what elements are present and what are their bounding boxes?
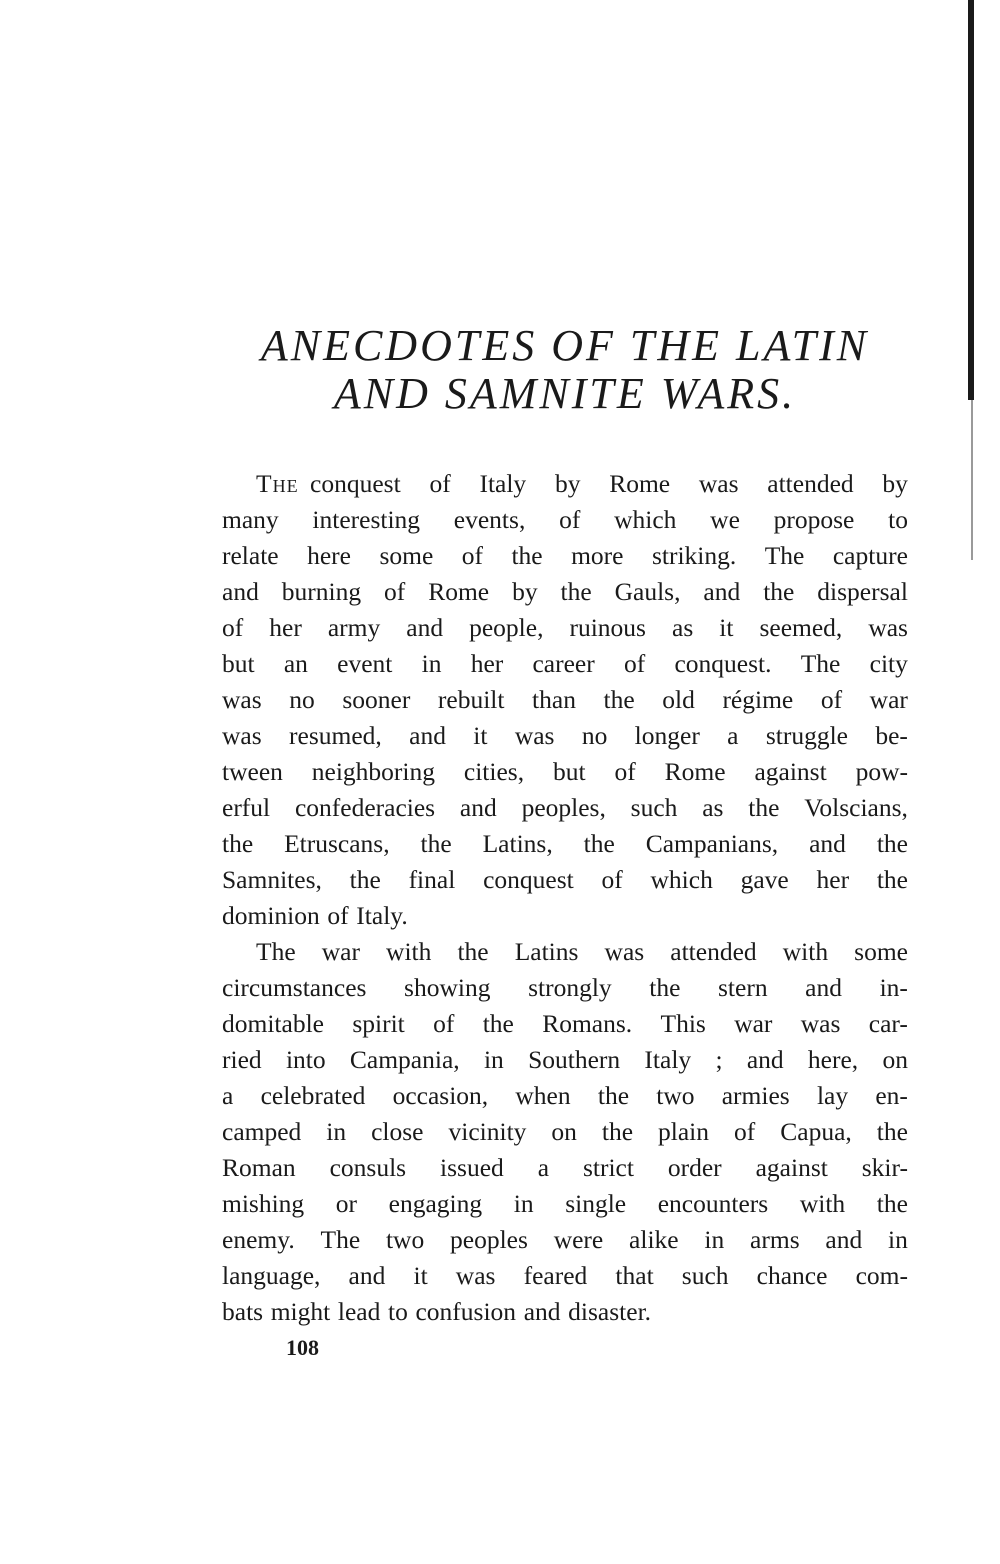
word: and [703,577,741,606]
text-line [222,1258,908,1294]
word: and [746,1045,784,1074]
scan-edge-shadow-faint [971,400,973,560]
word: car- [868,1009,908,1038]
word: but [222,649,255,678]
word: people, [469,613,544,642]
word: than [532,685,576,714]
word: and [809,829,846,858]
word: it [473,721,488,750]
word: com- [855,1261,908,1290]
text-line [222,1186,908,1222]
word: resumed, [289,721,382,750]
word: Latins [514,937,579,966]
word: the [583,829,615,858]
word: attended [670,937,757,966]
paragraph-lead-word: The [256,469,299,498]
word: lay [816,1081,849,1110]
word: single [565,1189,627,1218]
word: and [348,1261,386,1290]
word: the [649,973,681,1002]
scan-edge-shadow [968,0,974,400]
word: of [601,865,623,894]
word: the [511,541,543,570]
text-line [222,1078,908,1114]
word: feared [523,1261,588,1290]
word: of [429,469,451,498]
word: into [285,1045,326,1074]
chapter-title-line-2: AND SAMNITE WARS. [333,369,797,418]
word: by [554,469,581,498]
word: erful [222,793,271,822]
word: the [603,685,635,714]
word: striking. [651,541,737,570]
word: such [681,1261,729,1290]
word: in [421,649,442,678]
text-line [222,1006,908,1042]
text-line [222,682,908,718]
word: here, [807,1045,859,1074]
word: or [335,1189,358,1218]
word: the [601,1117,634,1146]
text-line [222,898,908,934]
text-line [222,538,908,574]
word: such [630,793,678,822]
word: conquest [310,469,401,498]
word: lead [337,1297,381,1326]
word: be- [875,721,908,750]
word: against [754,757,827,786]
word: the [420,829,452,858]
word: event [337,649,393,678]
word: in [326,1117,347,1146]
word: spirit [352,1009,405,1038]
word: régime [722,685,794,714]
text-line [222,862,908,898]
word: The [320,1225,361,1254]
word: was [514,721,555,750]
word: celebrated [260,1081,366,1110]
word: enemy. [222,1225,295,1254]
word: was [868,613,908,642]
word: Italy [479,469,527,498]
word: Samnites, [222,865,322,894]
word: of [820,685,843,714]
word: when [515,1081,571,1110]
word: with [799,1189,846,1218]
word: showing [404,973,491,1002]
word: the [457,937,489,966]
word: The [800,649,841,678]
word: was [222,685,262,714]
text-line [222,574,908,610]
word: consuls [329,1153,407,1182]
word: was [698,469,739,498]
word: with [782,937,829,966]
word: attended [767,469,854,498]
text-line [222,826,908,862]
word: domitable [222,1009,324,1038]
word: army [327,613,381,642]
word: circumstances [222,973,367,1002]
word: struggle [765,721,848,750]
word: ; [715,1045,723,1074]
word: camped [222,1117,302,1146]
word: her [470,649,504,678]
word: of [384,577,406,606]
word: no [581,721,608,750]
word: Campania, [349,1045,460,1074]
word: the [222,829,254,858]
word: many [222,505,279,534]
word: city [869,649,908,678]
word: Etruscans, [284,829,390,858]
word: by [882,469,908,498]
word: Capua, [780,1117,852,1146]
word: cities, [463,757,525,786]
word: strongly [528,973,612,1002]
word: gave [740,865,789,894]
word: armies [721,1081,790,1110]
word: neighboring [311,757,436,786]
word: disaster. [568,1297,652,1326]
word: ruinous [569,613,646,642]
word: Latins, [482,829,553,858]
word: her [269,613,302,642]
word: issued [440,1153,504,1182]
word: of [614,757,636,786]
word: war [734,1009,773,1038]
word: arms [750,1225,800,1254]
word: more [571,541,624,570]
word: dominion [222,901,320,930]
word: against [755,1153,828,1182]
word: was [222,721,262,750]
text-line [222,1150,908,1186]
word: tween [222,757,283,786]
word: occasion, [392,1081,489,1110]
word: longer [634,721,700,750]
word: alike [629,1225,679,1254]
word: final [408,865,456,894]
word: we [710,505,740,534]
word: Gauls, [614,577,681,606]
word: the [482,1009,514,1038]
word: The [764,541,805,570]
word: in- [879,973,908,1002]
text-line-words [310,466,908,502]
word: Roman [222,1153,296,1182]
text-line [222,1114,908,1150]
word: relate [222,541,279,570]
word: was [455,1261,496,1290]
word: on [551,1117,577,1146]
chapter-title-line-1: ANECDOTES OF THE LATIN [260,321,870,370]
word: capture [832,541,908,570]
word: the [349,865,381,894]
word: which [614,505,677,534]
word: the [597,1081,630,1110]
word: events, [453,505,526,534]
word: of [433,1009,455,1038]
word: some [379,541,434,570]
word: Rome [428,577,490,606]
word: by [512,577,538,606]
word: in [513,1189,534,1218]
word: the [876,865,908,894]
word: some [854,937,908,966]
word: close [371,1117,424,1146]
word: the [560,577,592,606]
word: and [825,1225,863,1254]
word: might [270,1297,331,1326]
word: en- [875,1081,908,1110]
word: and [406,613,444,642]
text-line [222,934,908,970]
word: the [876,829,908,858]
word: and [523,1297,561,1326]
word: two [656,1081,695,1110]
word: conquest [483,865,574,894]
word: of [327,901,349,930]
word: war [321,937,360,966]
word: in [888,1225,908,1254]
word: of [559,505,581,534]
text-line [222,610,908,646]
word: a [727,721,739,750]
word: that [615,1261,654,1290]
word: war [869,685,908,714]
word: Rome [609,469,671,498]
word: propose [773,505,855,534]
text-line [222,1294,908,1330]
word: the [748,793,780,822]
word: as [672,613,694,642]
word: it [719,613,734,642]
word: two [385,1225,425,1254]
word: Rome [664,757,726,786]
text-line [222,466,908,502]
body-text [222,466,908,1330]
text-line [222,1042,908,1078]
word: of [623,649,646,678]
word: This [660,1009,706,1038]
word: sooner [342,685,411,714]
word: interesting [312,505,421,534]
chapter-title [222,322,908,418]
word: with [386,937,432,966]
word: were [553,1225,604,1254]
word: Romans. [542,1009,633,1038]
word: an [283,649,308,678]
word: as [702,793,724,822]
word: engaging [388,1189,483,1218]
word: was [800,1009,841,1038]
word: in [483,1045,504,1074]
word: pow- [855,757,908,786]
word: in [704,1225,725,1254]
word: burning [281,577,362,606]
paragraph-2 [222,934,908,1330]
word: no [289,685,315,714]
page-number: 108 [286,1335,319,1360]
word: ried [222,1045,262,1074]
word: and [805,973,842,1002]
word: mishing [222,1189,305,1218]
word: seemed, [759,613,843,642]
word: conquest. [674,649,772,678]
word: bats [222,1297,264,1326]
word: a [222,1081,234,1110]
word: was [604,937,645,966]
word: language, [222,1261,321,1290]
text-line [222,502,908,538]
word: on [882,1045,908,1074]
word: plain [658,1117,710,1146]
word: and [459,793,497,822]
text-line [222,970,908,1006]
word: the [763,577,795,606]
word: of [222,613,244,642]
paragraph-1 [222,466,908,934]
word: to [388,1297,408,1326]
word: confederacies [294,793,436,822]
word: skir- [861,1153,908,1182]
word: vicinity [448,1117,527,1146]
word: peoples [450,1225,528,1254]
word: Italy. [356,901,408,930]
word: of [734,1117,756,1146]
word: chance [756,1261,828,1290]
word: the [876,1189,908,1218]
word: the [876,1117,908,1146]
word: which [650,865,713,894]
word: it [413,1261,428,1290]
word: The [256,937,296,966]
word: Italy [644,1045,692,1074]
word: of [461,541,483,570]
word: strict [582,1153,634,1182]
word: confusion [415,1297,517,1326]
word: dispersal [817,577,908,606]
word: encounters [657,1189,769,1218]
text-line [222,718,908,754]
word: and [409,721,446,750]
word: a [537,1153,550,1182]
word: to [888,505,908,534]
word: career [532,649,595,678]
text-line [222,1222,908,1258]
word: and [222,577,259,606]
word: her [816,865,850,894]
word: Campanians, [645,829,779,858]
word: Volscians, [804,793,908,822]
word: Southern [528,1045,621,1074]
text-line [222,790,908,826]
word: rebuilt [437,685,505,714]
text-line [222,646,908,682]
word: stern [718,973,768,1002]
word: here [307,541,351,570]
word: old [662,685,695,714]
word: order [667,1153,722,1182]
text-line [222,754,908,790]
word: but [553,757,586,786]
word: peoples, [521,793,606,822]
